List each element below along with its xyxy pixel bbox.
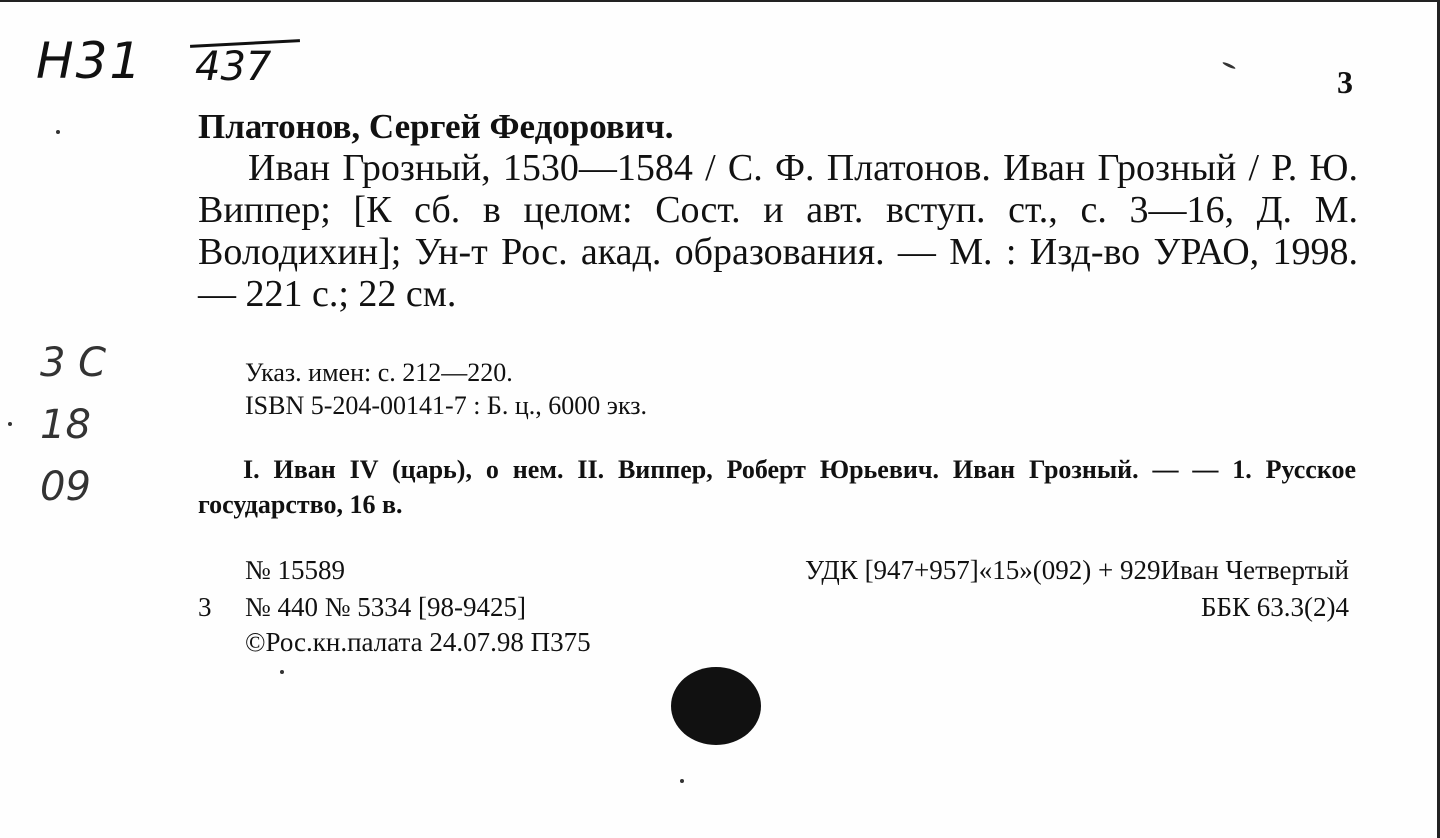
side-note-handwritten [40,332,106,518]
copies-count: 3 [198,592,212,622]
speck [680,779,684,783]
side-note-line: 18 [40,402,91,448]
record-number: № 15589 [245,555,346,585]
notes-block [245,356,647,422]
speck [8,422,12,426]
speck [1222,61,1236,70]
shelf-mark-handwritten: Н31 [36,32,144,90]
inventory-number-handwritten: 437 [195,44,272,90]
bibliographic-description: Иван Грозный, 1530—1584 / С. Ф. Платонов. Иван Грозный / Р. Ю. Виппер; [К сб. в целом: Сост. и авт. вступ. ст., с. 3—16, Д. М. Володихин]; Ун-т Рос. акад. образования. — М. : Изд-во УРАО, 1998. — 221 с.; 22 см. [198,147,1358,315]
subject-tracings: I. Иван IV (царь), о нем. II. Виппер, Роберт Юрьевич. Иван Грозный. — — 1. Русское государство, 16 в. [198,455,1356,519]
side-note-line: 09 [40,464,91,510]
speck [280,670,284,674]
side-note-line: 3 С [40,340,107,386]
isbn-note: ISBN 5-204-00141-7 : Б. ц., 6000 экз. [245,391,647,420]
card-number: 3 [1337,64,1353,100]
book-chamber-stamp: ©Рос.кн.палата 24.07.98 П375 [245,627,591,657]
index-note: Указ. имен: с. 212—220. [245,358,513,387]
author-heading: Платонов, Сергей Федорович. [198,107,674,146]
card-numbers: № 440 № 5334 [98-9425] [245,592,526,622]
bbk-code: ББК 63.3(2)4 [1201,592,1349,622]
udk-code: УДК [947+957]«15»(092) + 929Иван Четвертый [805,555,1349,585]
punch-hole [671,667,761,745]
speck [56,130,60,134]
